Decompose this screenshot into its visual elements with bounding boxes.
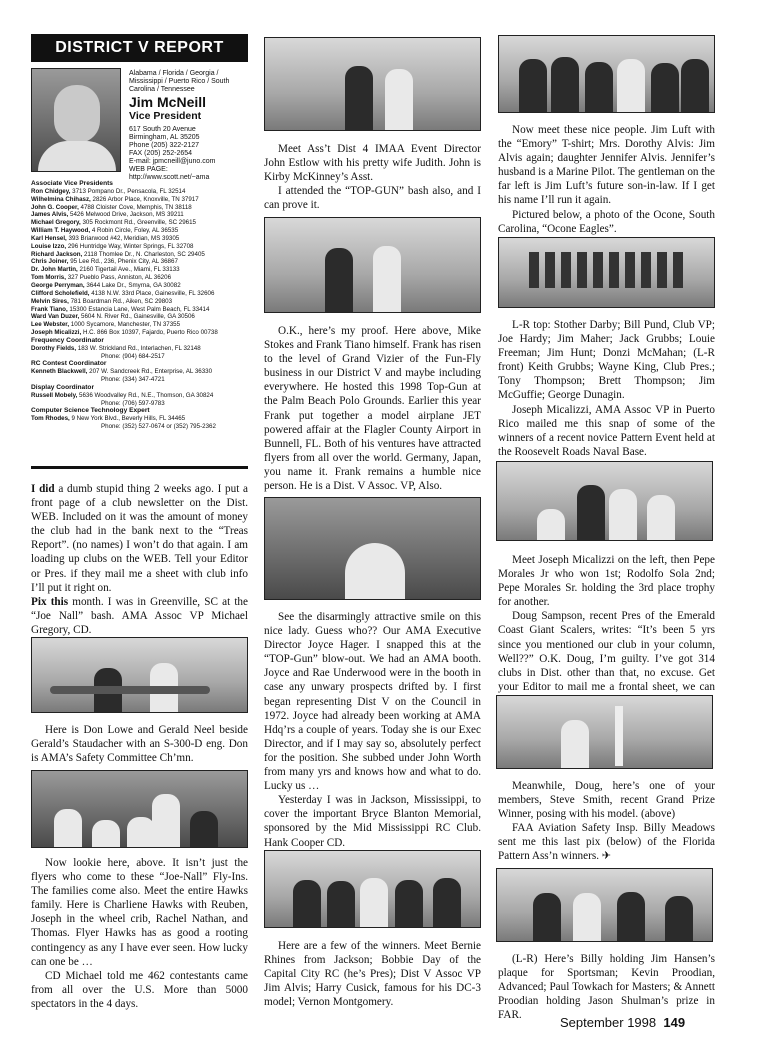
associate-entry bbox=[31, 211, 251, 219]
associate-name: Chris Joiner, bbox=[31, 258, 69, 266]
associate-name: James Alvis, bbox=[31, 211, 69, 219]
associate-address: 4138 N.W. 33rd Place, Gainesville, FL 32606 bbox=[91, 289, 215, 297]
photo-puerto-rico-winners bbox=[496, 461, 713, 541]
p1-body: a dumb stupid thing 2 weeks ago. I put a front page of a club newsletter on the Dist. WEB. Included on it was the amount of money the club had in the bank next to the “Treas Report”. (no names) I won’t do that again. I am loading up clubs on the WEB. Tell your Editor or Pres. if they mail me a sheet with club info I’ll put it right on. bbox=[31, 483, 248, 594]
associate-entry bbox=[31, 243, 251, 251]
column-2-caption-2: O.K., here’s my proof. Here above, Mike Stokes and Frank Tiano himself. Frank has risen to the level of Grand Vizier of the Fun-Fly business in our District V and maybe including everywhere. He hosted this 1998 Top-Gun at the Palm Beach Polo Grounds. Earlier this year Frank put together a model airplane JET powered affair at the Flagler County Airport in Bunnell, FL. Both of his ventures have attracted flyers from all over the world. Germany, Japan, you name it. Frank remains a humble nice person. He is a Dist. V Assoc. VP, Also. bbox=[264, 325, 481, 493]
p2-lead: Pix this bbox=[31, 595, 69, 608]
associate-name: Wilhelmina Chihasz, bbox=[31, 195, 91, 203]
vp-role: Vice President bbox=[129, 110, 202, 122]
associate-address: H.C. 866 Box 10397, Fajardo, Puerto Rico 00738 bbox=[82, 329, 218, 337]
column-3-caption-4 bbox=[498, 779, 715, 864]
associate-entry bbox=[31, 298, 251, 306]
photo-ocone-eagles bbox=[498, 237, 715, 308]
associate-entry bbox=[31, 306, 251, 314]
computer-phone: Phone: (352) 527-0674 or (352) 795-2362 bbox=[101, 423, 216, 431]
contestants-caption: CD Michael told me 462 contestants came from all over the U.S. More than 5000 spectators in the 4 days. bbox=[31, 969, 248, 1010]
associate-name: Melvin Sires, bbox=[31, 297, 69, 305]
issue-date: September 1998 bbox=[560, 1015, 657, 1030]
column-1-caption-1: Here is Don Lowe and Gerald Neel beside Gerald’s Staudacher with an S-300-D eng. Don is AMA’s Safety Committee Ch’mn. bbox=[31, 724, 248, 765]
page-footer bbox=[560, 1015, 685, 1030]
display-address: 5636 Woodvalley Rd., N.E., Thomson, GA 30824 bbox=[79, 391, 214, 399]
associate-name: Louise Izzo, bbox=[31, 242, 67, 250]
ocone-names: L-R top: Stother Darby; Bill Pund, Club VP; Joe Hardy; Jim Maher; Jack Grubbs; Louie Freeman; Jim Hunt; Donzi McMahan; (L-R front) Keith Grubbs; Wayne King, Club Pres.; Tony Thompson; Brett Thompson; Jim McGuffie; George Dunagin. bbox=[498, 319, 715, 402]
photo-joyce-hager bbox=[264, 497, 481, 600]
estlow-caption: Meet Ass’t Dist 4 IMAA Event Director John Estlow with his pretty wife Judith. John is Kirby McKinney’s Asst. bbox=[264, 143, 481, 184]
associate-entry bbox=[31, 204, 251, 212]
associate-name: William T. Haywood, bbox=[31, 227, 91, 235]
photo-stokes-tiano bbox=[264, 217, 481, 313]
email: E-mail: jpmcneill@juno.com bbox=[129, 158, 216, 165]
rc-address: 207 W. Sandcreek Rd., Enterprise, AL 36330 bbox=[89, 368, 213, 376]
hawks-caption: Now lookie here, above. It isn’t just the flyers who come to these “Joe-Nall” Fly-Ins. The families come also. Meet the entire Hawks family. Here is Charliene Hawks with Reuben, Joseph in the wheel crib, Rachel Nathan, and Thomas. Flyer Hawks has as good a rooting contingency as any I have ever seen. How lucky can one be … bbox=[31, 857, 248, 968]
topgun-intro: I attended the “TOP-GUN” bash also, and I can prove it. bbox=[264, 185, 481, 212]
associate-name: Ron Chidgey, bbox=[31, 187, 71, 195]
webpage-link: http://www.scott.net/~ama bbox=[129, 174, 210, 181]
webpage-label: WEB PAGE: bbox=[129, 166, 168, 173]
computer-name: Tom Rhodes, bbox=[31, 415, 70, 423]
associate-address: 5604 N. River Rd., Gainesville, GA 30506 bbox=[81, 313, 195, 321]
column-3-caption-3 bbox=[498, 553, 715, 708]
column-3-caption-2 bbox=[498, 318, 715, 459]
vp-name: Jim McNeill bbox=[129, 94, 207, 110]
associate-name: Richard Jackson, bbox=[31, 250, 83, 258]
associate-entry bbox=[31, 251, 251, 259]
column-3-caption-5: (L-R) Here’s Billy holding Jim Hansen’s plaque for Sportsman; Kevin Proodian, Advanced; Paul Towkach for Masters; & Annett Proodian holding Jason Shulman’s prize in FAR. bbox=[498, 953, 715, 1022]
associate-entry bbox=[31, 235, 251, 243]
micalizzi-caption: Meet Joseph Micalizzi on the left, then Pepe Morales Jr who won 1st; Rodolfo Sola 2nd; Pepe Morales Sr. holding the 3rd place trophy for another. bbox=[498, 554, 715, 609]
associate-address: 393 Briarwood #42, Meridian, MS 39305 bbox=[68, 234, 180, 242]
associate-address: 5426 Melwood Drive, Jackson, MS 39211 bbox=[70, 211, 184, 219]
display-phone: Phone: (706) 597-9783 bbox=[101, 399, 165, 407]
column-2-caption-1 bbox=[264, 142, 481, 212]
associate-entry bbox=[31, 266, 251, 274]
associate-name: Michael Gregory, bbox=[31, 219, 81, 227]
states-list: Alabama / Florida / Georgia / Mississippi / Puerto Rico / South Carolina / Tennessee bbox=[129, 70, 230, 93]
associate-name: Joseph Micalizzi, bbox=[31, 329, 82, 337]
column-1-text-a bbox=[31, 482, 248, 637]
page-number: 149 bbox=[663, 1015, 686, 1030]
associate-entry bbox=[31, 274, 251, 282]
section-banner: DISTRICT V REPORT bbox=[31, 34, 248, 62]
jackson-caption: Yesterday I was in Jackson, Mississippi, to cover the important Bryce Blanton Memorial, sponsored by the Mid Mississippi RC Club. Hank Cooper CD. bbox=[264, 794, 481, 849]
meadows-caption: FAA Aviation Safety Insp. Billy Meadows sent me this last pix (below) of the Florida Pattern Ass’n winners. ✈ bbox=[498, 822, 715, 863]
associate-address: 3644 Lake Dr., Smyrna, GA 30082 bbox=[86, 281, 181, 289]
associate-entry bbox=[31, 321, 251, 329]
display-heading: Display Coordinator bbox=[31, 383, 95, 391]
associate-address: 4788 Cloister Cove, Memphis, TN 38118 bbox=[80, 203, 192, 211]
freq-phone: Phone: (904) 684-2517 bbox=[101, 352, 165, 360]
photo-hawks-family bbox=[31, 770, 248, 848]
associate-name: Ward Van Duzer, bbox=[31, 313, 80, 321]
associate-entry bbox=[31, 313, 251, 321]
vp-contact bbox=[129, 70, 254, 182]
p1-lead: I did bbox=[31, 483, 55, 495]
smith-caption: Meanwhile, Doug, here’s one of your members, Steve Smith, recent Grand Prize Winner, posing with his model. (above) bbox=[498, 780, 715, 821]
associate-entry bbox=[31, 188, 251, 196]
column-2-caption-4: Here are a few of the winners. Meet Bernie Rhines from Jackson; Bobbie Day of the Capital City RC (he’s Pres); Dist V Assoc VP Jim Alvis; Harry Cusick, famous for his DC-3 model; Vernon Montgomery. bbox=[264, 940, 481, 1009]
address-line-2: Birmingham, AL 35205 bbox=[129, 134, 200, 141]
associates-heading: Associate Vice Presidents bbox=[31, 180, 113, 187]
rc-heading: RC Contest Coordinator bbox=[31, 360, 107, 368]
micalizzi-intro: Joseph Micalizzi, AMA Assoc VP in Puerto Rico mailed me this snap of some of the winners of a recent novice Pattern Event held at the Roosevelt Roads Naval Base. bbox=[498, 403, 715, 458]
display-name: Russell Mobely, bbox=[31, 391, 78, 399]
associate-address: 296 Huntridge Way, Winter Springs, FL 32708 bbox=[67, 242, 194, 250]
associate-entry bbox=[31, 227, 251, 235]
associate-name: Lee Webster, bbox=[31, 321, 70, 329]
sampson-caption: Doug Sampson, recent Pres of the Emerald Coast Giant Scalers, writes: “It’s been 5 yrs since you mentioned our club in your column, Well??” O.K. Doug, I’m guilty. I’ve got 314 clubs in Dist. other than that, no excuse. Get your Editor to mail me a frontal sheet, we can bbox=[498, 610, 715, 693]
associate-vp-list bbox=[31, 180, 251, 431]
associate-address: 15300 Estancia Lane, West Palm Beach, FL 33414 bbox=[69, 305, 210, 313]
associate-name: Frank Tiano, bbox=[31, 305, 68, 313]
column-2-caption-3 bbox=[264, 610, 481, 850]
ocone-intro: Pictured below, a photo of the Ocone, South Carolina, “Ocone Eagles”. bbox=[498, 208, 715, 235]
associate-name: Karl Hensel, bbox=[31, 234, 67, 242]
portrait-photo bbox=[31, 68, 121, 172]
associate-address: 327 Pueblo Pass, Anniston, AL 36206 bbox=[67, 274, 172, 282]
associate-address: 3713 Pompano Dr., Pensacola, FL 32514 bbox=[72, 187, 186, 195]
freq-heading: Frequency Coordinator bbox=[31, 336, 104, 344]
photo-estlow bbox=[264, 37, 481, 131]
associate-name: Tom Morris, bbox=[31, 274, 66, 282]
photo-emory-group bbox=[498, 35, 715, 113]
associate-address: 2118 Thomlee Dr., N. Charleston, SC 29405 bbox=[83, 250, 205, 258]
associate-address: 4 Robin Circle, Foley, AL 36535 bbox=[91, 227, 179, 235]
associate-entry bbox=[31, 290, 251, 298]
associate-address: 781 Boardman Rd., Aiken, SC 29803 bbox=[70, 297, 173, 305]
address-line-1: 617 South 20 Avenue bbox=[129, 126, 196, 133]
associate-entry bbox=[31, 282, 251, 290]
associate-name: John G. Cooper, bbox=[31, 203, 79, 211]
freq-address: 183 W. Strickland Rd., Interlachen, FL 32148 bbox=[77, 344, 201, 352]
photo-steve-smith bbox=[496, 695, 713, 769]
photo-pattern-winners bbox=[496, 868, 713, 942]
computer-heading: Computer Science Technology Expert bbox=[31, 407, 150, 415]
emory-caption: Now meet these nice people. Jim Luft with the “Emory” T-shirt; Mrs. Dorothy Alvis: Jim Alvis again; daughter Jennifer Alvis. Jennifer’s husband is a Marine Pilot. The gentleman on the far left is Jim Luft’s future son-in-law. If I get his name I’ll run it again. bbox=[498, 124, 715, 207]
associate-entry bbox=[31, 219, 251, 227]
associate-name: Clifford Scholefield, bbox=[31, 289, 90, 297]
p2-body: month. I was in Greenville, SC at the “Joe Nall” bash. AMA Assoc VP Michael Gregory, CD. bbox=[31, 595, 248, 636]
section-divider bbox=[31, 466, 248, 469]
associate-entry bbox=[31, 329, 251, 337]
associate-entry bbox=[31, 196, 251, 204]
photo-jackson-winners bbox=[264, 850, 481, 928]
associate-name: George Perryman, bbox=[31, 281, 85, 289]
associate-address: 95 Lee Rd., 236, Phenix City, AL 36867 bbox=[70, 258, 178, 266]
column-1-caption-2 bbox=[31, 856, 248, 1011]
computer-address: 9 New York Blvd., Beverly Hills, FL 34465 bbox=[71, 415, 186, 423]
associate-name: Dr. John Martin, bbox=[31, 266, 78, 274]
fax: FAX (205) 252-2654 bbox=[129, 150, 193, 157]
phone: Phone (205) 322-2127 bbox=[129, 142, 200, 149]
hager-caption: See the disarmingly attractive smile on this nice lady. Guess who?? Our AMA Executive Director Joyce Hager. I snapped this at the “TOP-Gun” blow-out. We had an AMA booth. Joyce and Rae Underwood were in the booth in case any unwary prospects drifted by. I first began representing Dist V on the Council in 1972. Joyce had already been working at AMA Hdq’rs a couple of years. Today she is our Exec Director, and if I may say so, absolutely perfect for the position. She subbed under John Worth from many yrs and knows how and what to do. Lucky us … bbox=[264, 611, 481, 793]
freq-name: Dorothy Fields, bbox=[31, 344, 77, 352]
associate-address: 2160 Tigertail Ave., Miami, FL 33133 bbox=[79, 266, 180, 274]
associate-entry bbox=[31, 258, 251, 266]
column-3-caption-1 bbox=[498, 123, 715, 236]
associate-address: 2826 Arbor Place, Knoxville, TN 37917 bbox=[92, 195, 199, 203]
associate-address: 1000 Sycamore, Manchester, TN 37355 bbox=[70, 321, 181, 329]
associate-address: 305 Rockmont Rd., Greenville, SC 29615 bbox=[82, 219, 196, 227]
rc-phone: Phone: (334) 347-4721 bbox=[101, 376, 165, 384]
rc-name: Kenneth Blackwell, bbox=[31, 368, 88, 376]
photo-staudacher bbox=[31, 637, 248, 713]
